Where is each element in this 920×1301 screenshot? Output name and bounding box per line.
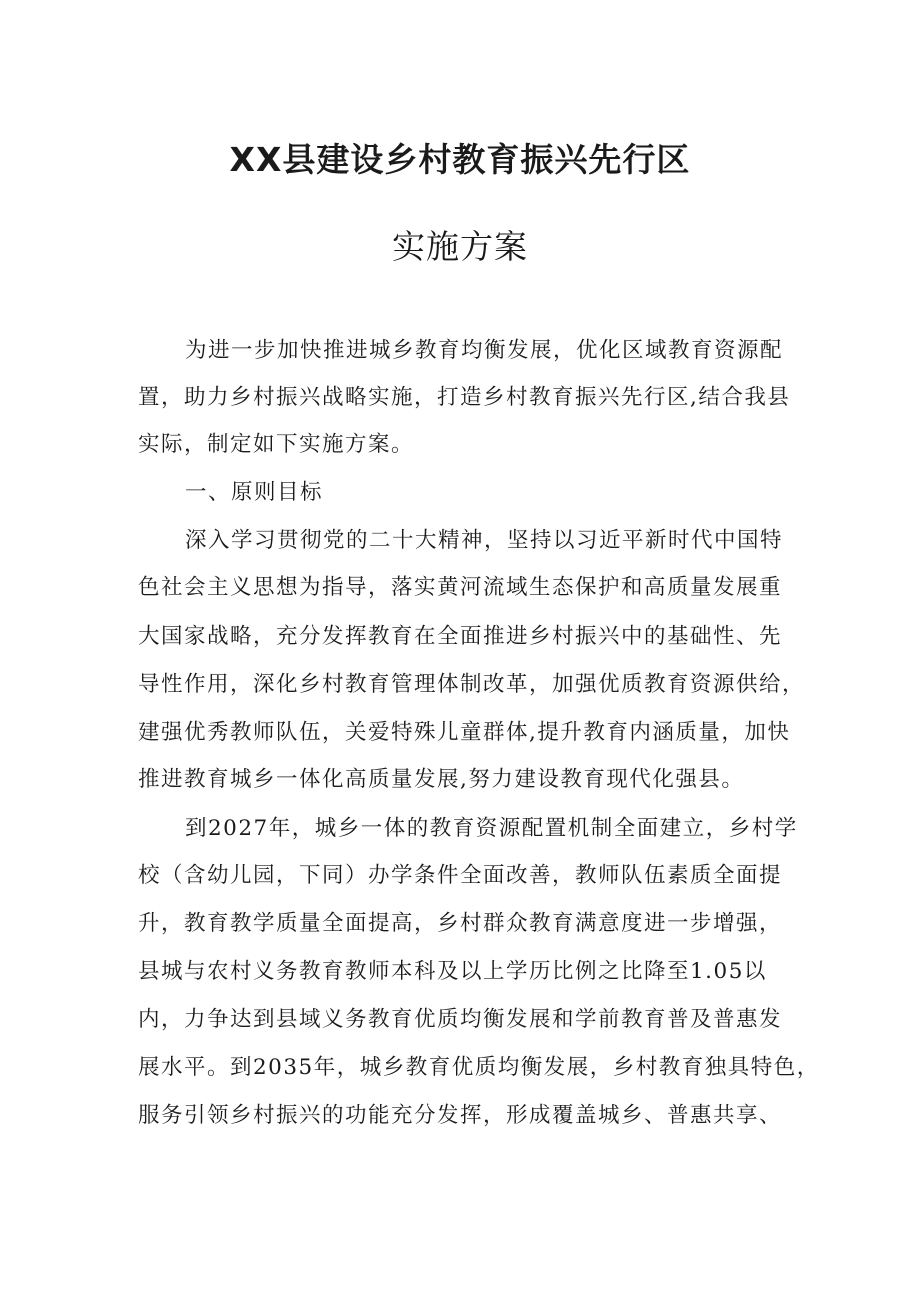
body-line: 建强优秀教师队伍，关爱特殊儿童群体,提升教育内涵质量，加快 — [138, 720, 791, 745]
section-heading: 一、原则目标 — [185, 480, 324, 505]
body-line: 实际，制定如下实施方案。 — [138, 432, 415, 457]
body-line: 色社会主义思想为指导，落实黄河流域生态保护和高质量发展重 — [138, 575, 783, 600]
body-line: 校（含幼儿园，下同）办学条件全面改善，教师队伍素质全面提 — [138, 863, 783, 888]
document-title-line-1: XX县建设乡村教育振兴先行区 — [229, 140, 691, 179]
document-title-line-2: 实施方案 — [392, 227, 528, 266]
body-line: 内，力争达到县域义务教育优质均衡发展和学前教育普及普惠发 — [138, 1007, 783, 1032]
body-line: 大国家战略，充分发挥教育在全面推进乡村振兴中的基础性、先 — [138, 624, 783, 649]
body-line: 推进教育城乡一体化高质量发展,努力建设教育现代化强县。 — [138, 767, 745, 792]
body-line: 升，教育教学质量全面提高，乡村群众教育满意度进一步增强， — [138, 911, 783, 936]
body-line: 导性作用，深化乡村教育管理体制改革，加强优质教育资源供给， — [138, 672, 806, 697]
body-line: 深入学习贯彻党的二十大精神，坚持以习近平新时代中国特 — [185, 528, 784, 553]
body-line: 到2027年，城乡一体的教育资源配置机制全面建立，乡村学 — [185, 816, 798, 841]
body-line: 为进一步加快推进城乡教育均衡发展，优化区域教育资源配 — [185, 338, 784, 363]
body-line: 县城与农村义务教育教师本科及以上学历比例之比降至1.05以 — [138, 959, 767, 984]
body-line: 置，助力乡村振兴战略实施，打造乡村教育振兴先行区,结合我县 — [138, 385, 791, 410]
body-line: 服务引领乡村振兴的功能充分发挥，形成覆盖城乡、普惠共享、 — [138, 1103, 783, 1128]
body-line: 展水平。到2035年，城乡教育优质均衡发展，乡村教育独具特色， — [138, 1055, 820, 1080]
